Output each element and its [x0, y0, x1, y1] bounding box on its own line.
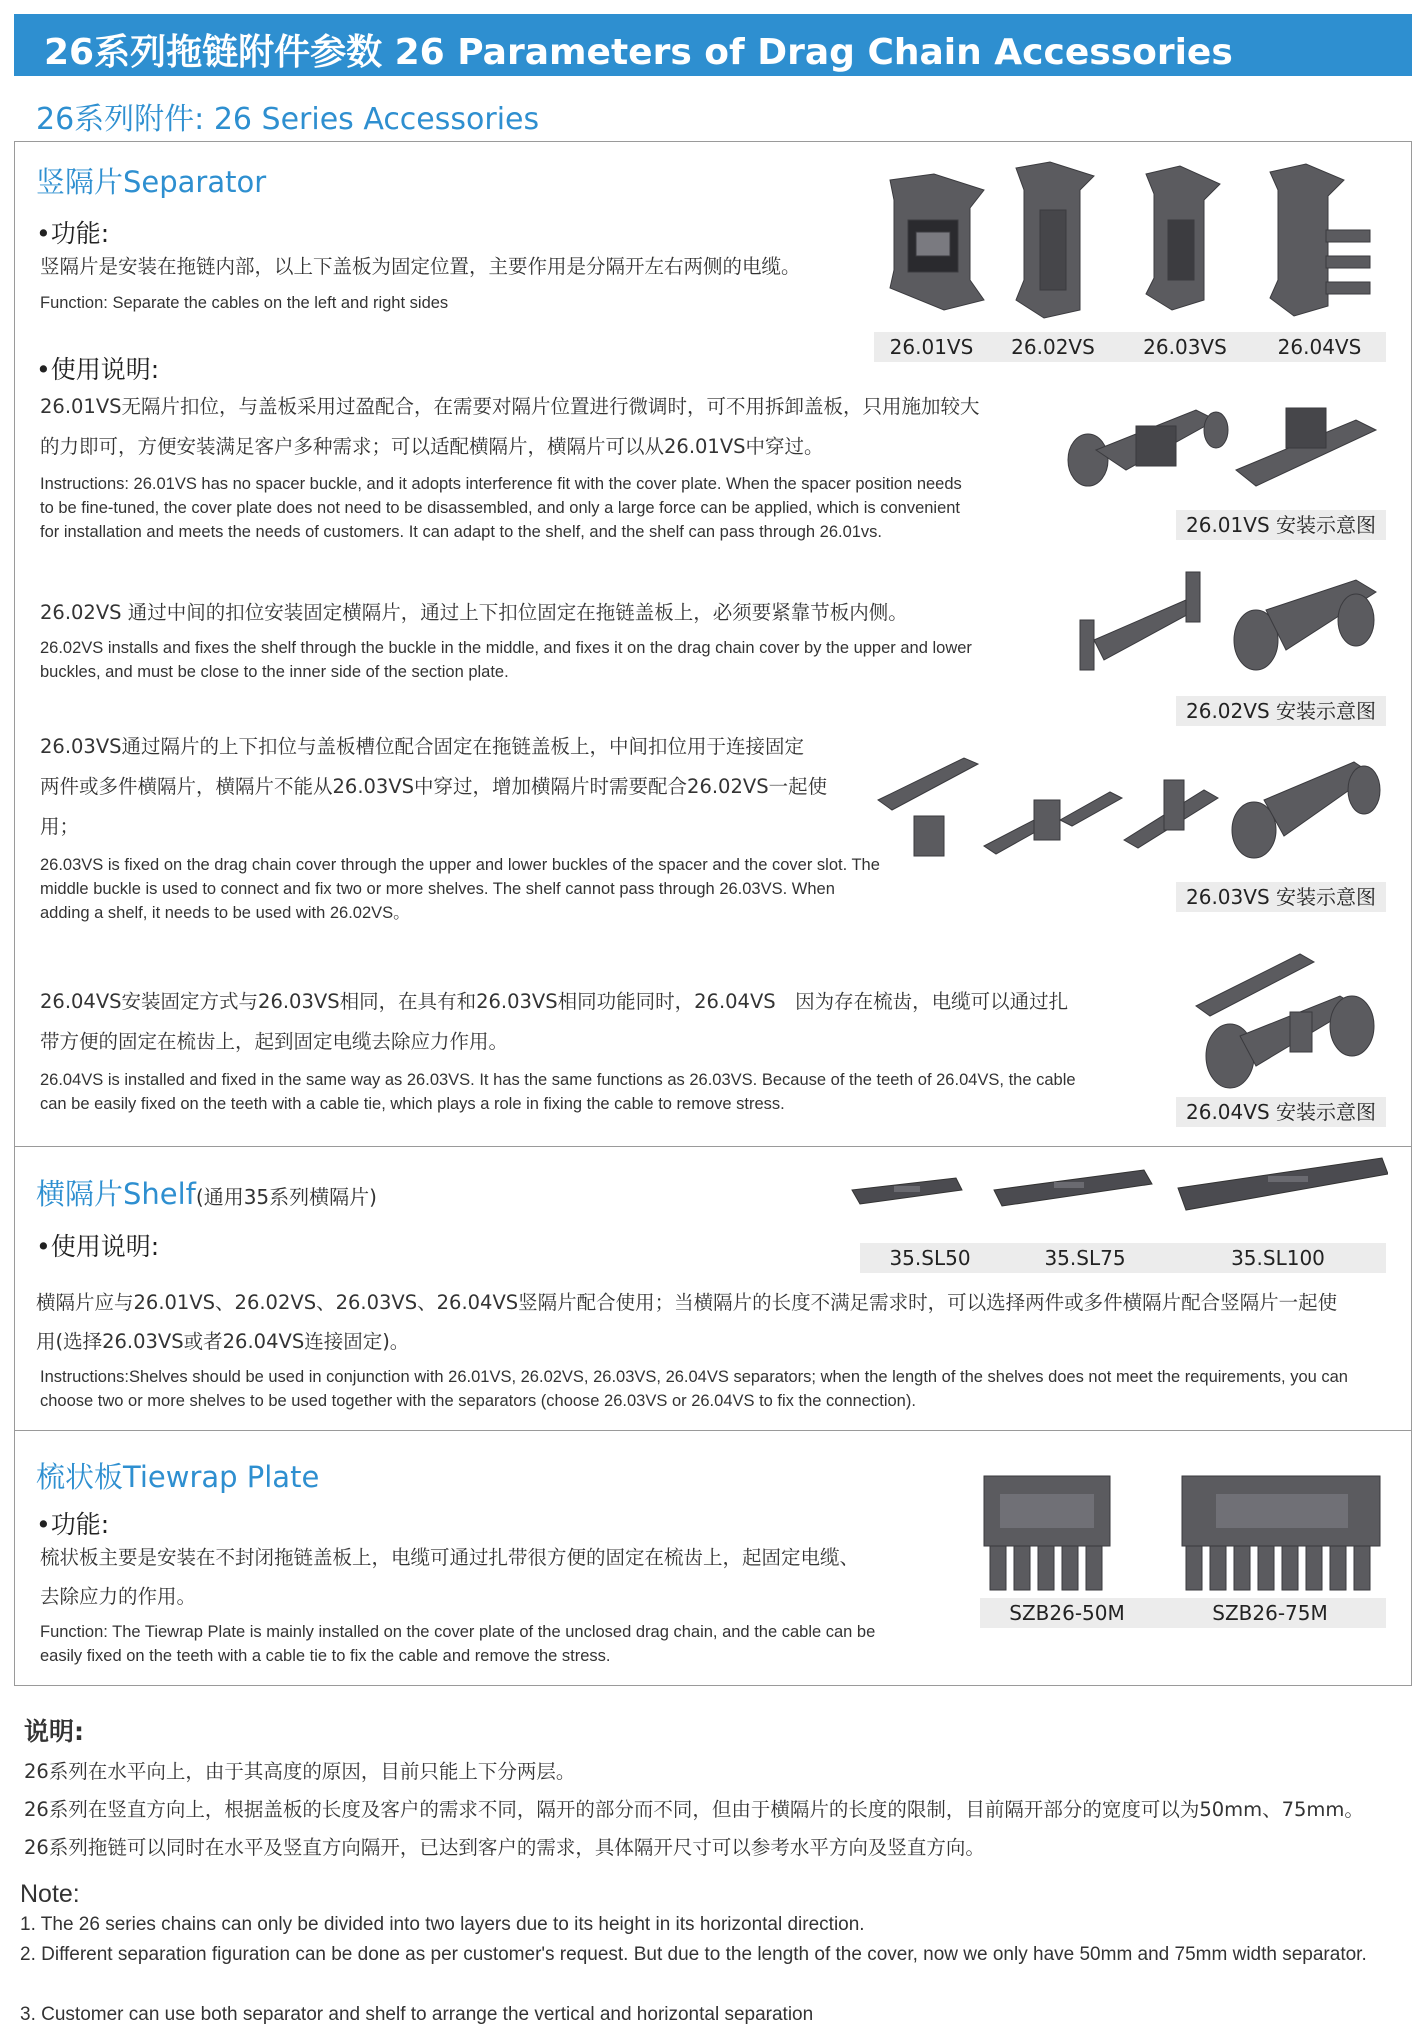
vs04-en: 26.04VS is installed and fixed in the same way as 26.03VS. It has the same functions as 26.03VS. Because of the teeth of 26.04VS, the cable can be easily fixed on the teeth with a cable tie, which plays a role in fixing the cable to remove stress. — [40, 1071, 1076, 1113]
separator-usage-heading: •使用说明: — [36, 355, 160, 384]
page-title: 26系列拖链附件参数 26 Parameters of Drag Chain Accessories — [44, 32, 1233, 73]
product-label: 35.SL75 — [1044, 1246, 1126, 1270]
separator-function-heading: •功能: — [36, 219, 110, 248]
notes-zh-line: 26系列在竖直方向上，根据盖板的长度及客户的需求不同，隔开的部分而不同，但由于横隔片的长度的限制，目前隔开部分的宽度可以为50mm、75mm。 — [24, 1798, 1364, 1821]
vs02-zh: 26.02VS 通过中间的扣位安装固定横隔片，通过上下扣位固定在拖链盖板上，必须要紧靠节板内侧。 — [40, 601, 908, 624]
notes-en-line3: 3. Customer can use both separator and shelf to arrange the vertical and horizontal separation — [20, 2004, 814, 2025]
product-label: 35.SL50 — [889, 1246, 971, 1270]
vs04-install-image — [1190, 936, 1386, 1096]
shelf-title — [36, 1172, 377, 1213]
shelf-products-image — [848, 1150, 1388, 1226]
separator-function-en: Function: Separate the cables on the left and right sides — [40, 294, 449, 312]
vs01-install-image — [1066, 390, 1386, 506]
tiewrap-zh-line2: 去除应力的作用。 — [40, 1585, 197, 1608]
separator-products-image — [874, 160, 1386, 320]
vs03-install-image — [874, 750, 1386, 870]
product-label: SZB26-50M — [1009, 1601, 1125, 1625]
vs01-zh-line1: 26.01VS无隔片扣位，与盖板采用过盈配合，在需要对隔片位置进行微调时，可不用拆卸盖板，只用施加较大 — [40, 395, 980, 418]
tiewrap-title: 梳状板Tiewrap Plate — [36, 1460, 320, 1494]
shelf-title-note: (通用35系列横隔片) — [195, 1185, 377, 1209]
vs04-zh-line1: 26.04VS安装固定方式与26.03VS相同，在具有和26.03VS相同功能同时，26.04VS 因为存在梳齿，电缆可以通过扎 — [40, 990, 1069, 1013]
vs04-install-caption: 26.04VS 安装示意图 — [1176, 1097, 1386, 1127]
notes-zh-title: 说明: — [24, 1717, 84, 1746]
vs02-en: 26.02VS installs and fixes the shelf through the buckle in the middle, and fixes it on the drag chain cover by the upper and lower buckles, and must be close to the inner side of the section plate. — [40, 639, 972, 681]
shelf-zh-line1: 横隔片应与26.01VS、26.02VS、26.03VS、26.04VS竖隔片配合使用；当横隔片的长度不满足需求时，可以选择两件或多件横隔片配合竖隔片一起使 — [36, 1291, 1338, 1314]
shelf-zh-line2: 用(选择26.03VS或者26.04VS连接固定)。 — [36, 1330, 410, 1353]
tiewrap-zh-line1: 梳状板主要是安装在不封闭拖链盖板上，电缆可通过扎带很方便的固定在梳齿上，起固定电缆、 — [40, 1546, 860, 1569]
vs03-zh-line1: 26.03VS通过隔片的上下扣位与盖板槽位配合固定在拖链盖板上，中间扣位用于连接固定 — [40, 735, 805, 758]
header-banner — [14, 14, 1412, 76]
notes-en-title: Note: — [20, 1880, 80, 1908]
shelf-en: Instructions:Shelves should be used in conjunction with 26.01VS, 26.02VS, 26.03VS, 26.04VS separators; when the length of the shelves does not meet the requirements, you can choose two or more shelves to be used together with the separators (choose 26.03VS or 26.04VS to fix the connection). — [40, 1368, 1348, 1410]
product-label: 35.SL100 — [1231, 1246, 1325, 1270]
product-label: 26.02VS — [1011, 335, 1095, 359]
product-label: 26.04VS — [1277, 335, 1362, 359]
vs01-install-caption: 26.01VS 安装示意图 — [1176, 510, 1386, 540]
notes-en-line2: 2. Different separation figuration can be done as per customer's request. But due to the length of the cover, now we only have 50mm and 75mm width separator. — [20, 1944, 1367, 1965]
vs03-zh-line3: 用； — [40, 815, 80, 838]
shelf-product-captions — [860, 1243, 1386, 1273]
separator-function-zh: 竖隔片是安装在拖链内部，以上下盖板为固定位置，主要作用是分隔开左右两侧的电缆。 — [40, 255, 801, 278]
vs01-en: Instructions: 26.01VS has no spacer buckle, and it adopts interference fit with the cover plate. When the spacer position needs to be fine-tuned, the cover plate does not need to be disassembled, and only a large force can be applied, which is convenient for installation and meets the needs of customers. It can adapt to the shelf, and the shelf can pass through 26.01vs. — [40, 475, 962, 541]
page-subtitle: 26系列附件: 26 Series Accessories — [36, 102, 540, 137]
product-label: 26.03VS — [1143, 335, 1227, 359]
tiewrap-products-image — [980, 1468, 1386, 1594]
tiewrap-product-captions — [980, 1598, 1386, 1628]
separator-product-captions — [874, 332, 1386, 362]
shelf-usage-heading: •使用说明: — [36, 1232, 160, 1261]
vs03-install-caption: 26.03VS 安装示意图 — [1176, 882, 1386, 912]
product-label: 26.01VS — [889, 335, 974, 359]
vs04-zh-line2: 带方便的固定在梳齿上，起到固定电缆去除应力作用。 — [40, 1030, 509, 1053]
notes-zh-line: 26系列拖链可以同时在水平及竖直方向隔开，已达到客户的需求，具体隔开尺寸可以参考水平方向及竖直方向。 — [24, 1836, 985, 1859]
notes-en-line1: 1. The 26 series chains can only be divided into two layers due to its height in its horizontal direction. — [20, 1914, 865, 1935]
separator-title: 竖隔片Separator — [36, 165, 267, 199]
product-label: SZB26-75M — [1212, 1601, 1328, 1625]
vs03-en: 26.03VS is fixed on the drag chain cover through the upper and lower buckles of the spacer and the cover slot. The middle buckle is used to connect and fix two or more shelves. The shelf cannot pass through 26.03VS. When adding a shelf, it needs to be used with 26.02VS。 — [40, 856, 880, 922]
vs01-zh-line2: 的力即可，方便安装满足客户多种需求；可以适配横隔片，横隔片可以从26.01VS中穿过。 — [40, 435, 824, 458]
shelf-title-text: 横隔片Shelf — [36, 1177, 196, 1211]
notes-zh-line: 26系列在水平向上，由于其高度的原因，目前只能上下分两层。 — [24, 1760, 576, 1783]
tiewrap-function-heading: •功能: — [36, 1510, 110, 1539]
vs02-install-caption: 26.02VS 安装示意图 — [1176, 696, 1386, 726]
tiewrap-en: Function: The Tiewrap Plate is mainly installed on the cover plate of the unclosed drag chain, and the cable can be easily fixed on the teeth with a cable tie to fix the cable and remove the stress. — [40, 1623, 876, 1665]
vs03-zh-line2: 两件或多件横隔片，横隔片不能从26.03VS中穿过，增加横隔片时需要配合26.02VS一起使 — [40, 775, 828, 798]
vs02-install-image — [1076, 570, 1386, 685]
